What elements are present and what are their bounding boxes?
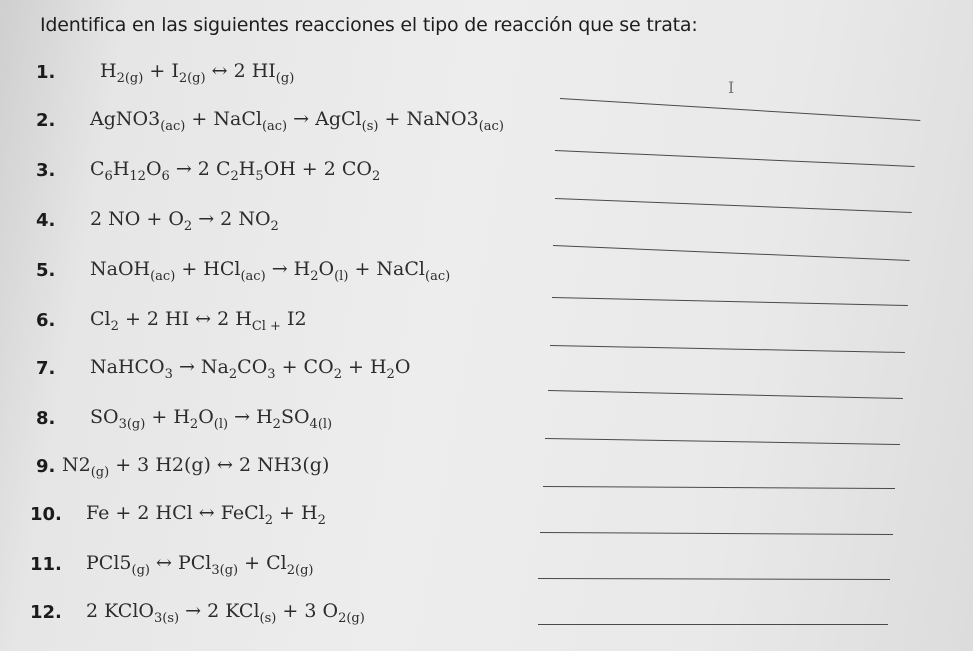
equation-subscript: 2 [228,367,238,382]
equation-text: + H [341,356,387,378]
equation-subscript: 2(g) [178,71,206,86]
equation-text: H [112,158,130,180]
equation-text: → H [228,406,273,428]
equation-text: ↔ 2 HI [205,60,276,82]
answer-blank-line[interactable] [545,438,900,445]
reaction-equation [90,406,332,432]
equation-subscript: 2 [333,367,342,382]
equation-text: CO [237,356,268,378]
equation-subscript: 2 [272,417,281,432]
answer-blank-line[interactable] [538,624,888,625]
equation-subscript: 6 [104,169,113,184]
equation-text: O [198,406,214,428]
reaction-row [0,592,973,632]
equation-text: + H [272,502,318,524]
equation-text: → H [265,258,311,280]
equation-text: + HCl [175,258,241,280]
equation-subscript: 2 [317,513,326,528]
equation-text: → 2 NO [192,208,271,230]
equation-text: + I [143,60,179,82]
equation-text: H [100,60,117,82]
reaction-row [0,398,973,438]
reaction-equation [90,356,410,382]
equation-text: + NaCl [185,108,262,130]
equation-subscript: (l) [213,417,229,432]
equation-subscript: (ac) [425,269,451,284]
equation-text: ↔ PCl [149,552,212,574]
equation-text: → AgCl [287,108,362,130]
equation-subscript: (ac) [478,119,504,134]
reaction-equation [90,158,380,184]
equation-subscript: 2 [386,367,395,382]
reaction-row [0,494,973,534]
equation-text: SO [90,406,119,428]
equation-subscript: 2 [372,169,381,184]
reaction-row [0,200,973,240]
reaction-number: 1. [36,62,56,83]
equation-subscript: Cl + [251,319,281,334]
equation-subscript: 2(g) [286,563,314,578]
equation-text: H [238,158,256,180]
reaction-number: 8. [36,408,56,429]
equation-subscript: 2 [189,417,199,432]
reaction-number: 10. [30,504,62,525]
reaction-row [0,150,973,190]
reaction-number: 12. [30,602,62,623]
equation-text: + NaNO3 [378,108,479,130]
equation-text: O [145,158,162,180]
equation-subscript: (ac) [150,269,176,284]
equation-subscript: 2 [183,219,193,234]
equation-subscript: 2 [110,319,119,334]
equation-text: → 2 KCl [179,600,260,622]
equation-subscript: (s) [361,119,379,134]
equation-subscript: 2(g) [116,71,144,86]
equation-text: O [318,258,335,280]
equation-subscript: 3(s) [154,611,180,626]
equation-text: SO [280,406,310,428]
reaction-equation [90,208,279,234]
equation-text: 2 NO + O [90,208,184,230]
reaction-number: 5. [36,260,56,281]
equation-text: Cl [90,308,111,330]
equation-subscript: 2 [310,269,319,284]
equation-text: C [90,158,105,180]
equation-text: + NaCl [348,258,425,280]
text-cursor-icon: I [728,78,735,97]
reaction-equation [86,502,326,528]
reaction-equation [86,552,314,578]
equation-text: NaOH [90,258,151,280]
answer-blank-line[interactable] [543,486,895,489]
instruction-heading: Identifica en las siguientes reacciones el tipo de reacción que se trata: [40,14,698,36]
equation-text: 2 KClO [86,600,155,622]
equation-text: → 2 C [169,158,231,180]
equation-subscript: 3(g) [118,417,146,432]
equation-subscript: 2 [230,169,239,184]
equation-text: + CO [275,356,334,378]
equation-subscript: 2 [264,513,273,528]
equation-subscript: (ac) [240,269,266,284]
reaction-equation [90,308,307,334]
reaction-row [0,446,973,486]
equation-subscript: 2 [270,219,279,234]
equation-text: AgNO3 [90,108,161,130]
reaction-number: 4. [36,210,56,231]
equation-text: I2 [280,308,307,330]
equation-subscript: 3 [164,367,173,382]
reaction-equation [90,258,450,284]
reaction-number: 6. [36,310,56,331]
reaction-row [0,300,973,340]
equation-subscript: (s) [259,611,277,626]
equation-subscript: 4(l) [309,417,333,432]
equation-text: + H [145,406,190,428]
reaction-row [0,100,973,140]
reaction-number: 2. [36,110,56,131]
equation-subscript: 5 [255,169,264,184]
equation-subscript: (ac) [261,119,288,134]
equation-text: → Na [172,356,229,378]
equation-subscript: 3(g) [211,563,239,578]
reaction-row [0,52,973,92]
equation-text: Fe + 2 HCl ↔ FeCl [86,502,265,524]
equation-text: + 3 H2(g) ↔ 2 NH3(g) [109,454,330,476]
equation-text: + Cl [238,552,287,574]
equation-subscript: 12 [129,169,146,184]
reaction-equation [62,454,329,480]
equation-text: + 3 O [276,600,339,622]
reaction-equation [86,600,365,626]
equation-subscript: 6 [161,169,170,184]
reaction-number: 3. [36,160,56,181]
reaction-number: 7. [36,358,56,379]
equation-text: O [394,356,411,378]
equation-subscript: 2(g) [338,611,365,626]
reaction-equation [100,60,294,86]
equation-text: NaHCO [90,356,165,378]
equation-subscript: (l) [334,269,349,284]
equation-subscript: (g) [275,71,295,86]
equation-text: PCl5 [86,552,132,574]
reaction-row [0,348,973,388]
reaction-equation [90,108,504,134]
reaction-number: 9. [36,456,56,477]
equation-text: N2 [62,454,91,476]
equation-subscript: (g) [131,563,150,578]
equation-subscript: 3 [267,367,276,382]
equation-text: OH + 2 CO [263,158,373,180]
equation-subscript: (g) [90,465,110,480]
reaction-number: 11. [30,554,62,575]
equation-text: + 2 HI ↔ 2 H [118,308,252,330]
equation-subscript: (ac) [160,119,186,134]
